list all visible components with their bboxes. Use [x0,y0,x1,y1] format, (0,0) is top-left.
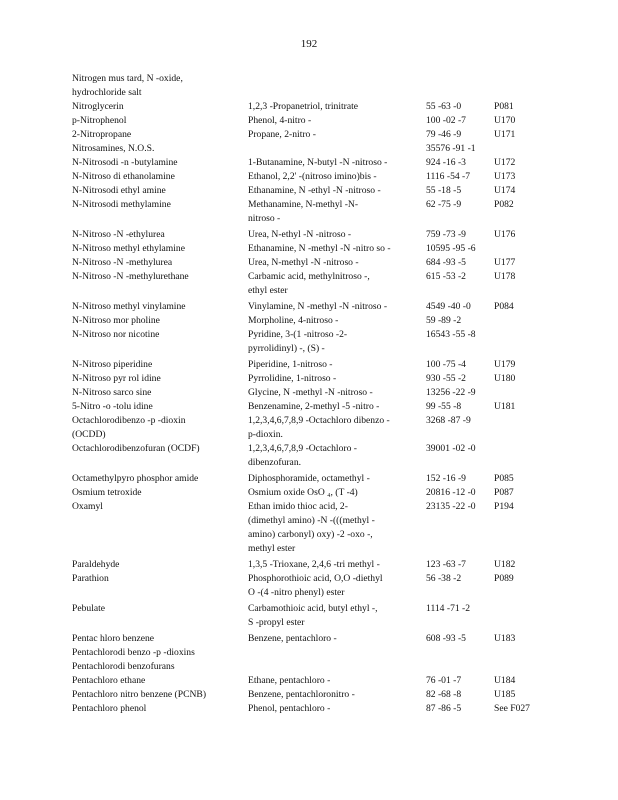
substance-name: Pentachloro nitro benzene (PCNB) [72,689,207,700]
substance-name: N-Nitroso di ethanolamine [72,171,175,182]
waste-code: U185 [494,689,516,700]
cas-number: 3268 -87 -9 [426,415,471,426]
waste-code: U176 [494,229,516,240]
cas-number: 1116 -54 -7 [426,171,471,182]
list-row [0,500,618,558]
substance-name: Nitrogen mus tard, N -oxide, hydrochloride salt [72,73,183,98]
list-row [0,300,618,314]
cas-number: 10595 -95 -6 [426,243,476,254]
substance-name: N-Nitroso pyr rol idine [72,373,161,384]
list-row [0,228,618,242]
cas-number: 55 -63 -0 [426,101,462,112]
chemical-synonym: Pyridine, 3-(1 -nitroso -2- pyrrolidinyl) -, (S) - [248,329,348,354]
substance-name: N-Nitroso -N -ethylurea [72,229,165,240]
waste-code: P081 [494,101,514,112]
chemical-synonym: Phosphorothioic acid, O,O -diethyl O -(4 -nitro phenyl) ester [248,573,383,598]
list-row [0,372,618,386]
substance-name: N-Nitroso methyl ethylamine [72,243,185,254]
cas-number: 4549 -40 -0 [426,301,471,312]
substance-name: N-Nitroso piperidine [72,359,153,370]
list-row [0,660,618,674]
list-row [0,328,618,358]
substance-name: 2-Nitropropane [72,129,132,140]
chemical-synonym: Ethan imido thioc acid, 2- (dimethyl amino) -N -(((methyl - amino) carbonyl) oxy) -2 -oxo -, methyl ester [248,501,375,554]
substance-name: Parathion [72,573,109,584]
substance-name: N-Nitroso nor nicotine [72,329,160,340]
substance-name: N-Nitroso sarco sine [72,387,152,398]
substance-name: N-Nitrosodi -n -butylamine [72,157,178,168]
substance-name: Pentachloro phenol [72,703,147,714]
list-row [0,558,618,572]
list-row [0,674,618,688]
waste-code: P084 [494,301,514,312]
cas-number: 79 -46 -9 [426,129,462,140]
cas-number: 684 -93 -5 [426,257,466,268]
cas-number: 35576 -91 -1 [426,143,476,154]
substance-name: Nitroglycerin [72,101,124,112]
list-row [0,400,618,414]
list-row [0,142,618,156]
cas-number: 152 -16 -9 [426,473,466,484]
substance-name: Octamethylpyro phosphor amide [72,473,199,484]
chemical-synonym: Ethane, pentachloro - [248,675,331,686]
cas-number: 55 -18 -5 [426,185,462,196]
list-row [0,156,618,170]
waste-code: See F027 [494,703,530,714]
substance-name: Oxamyl [72,501,103,512]
page-number: 192 [300,38,318,50]
cas-number: 87 -86 -5 [426,703,462,714]
waste-code: P087 [494,487,514,498]
cas-number: 100 -75 -4 [426,359,466,370]
list-row [0,170,618,184]
substance-name: Pentachlorodi benzo -p -dioxins [72,647,195,658]
waste-code: U171 [494,129,516,140]
chemical-synonym: Urea, N-methyl -N -nitroso - [248,257,359,268]
list-row [0,242,618,256]
substance-name: Pentachlorodi benzofurans [72,661,175,672]
waste-code: U170 [494,115,516,126]
substance-name: 5-Nitro -o -tolu idine [72,401,153,412]
waste-code: U181 [494,401,516,412]
chemical-synonym: 1,3,5 -Trioxane, 2,4,6 -tri methyl - [248,559,380,570]
cas-number: 62 -75 -9 [426,199,462,210]
substance-name: N-Nitrosodi methylamine [72,199,171,210]
chemical-synonym: Ethanamine, N -ethyl -N -nitroso - [248,185,381,196]
waste-code: U183 [494,633,516,644]
list-row [0,100,618,114]
cas-number: 56 -38 -2 [426,573,462,584]
list-row [0,486,618,500]
chemical-synonym: Benzene, pentachloronitro - [248,689,355,700]
waste-code: P082 [494,199,514,210]
substance-name: Paraldehyde [72,559,120,570]
substance-name: Nitrosamines, N.O.S. [72,143,155,154]
list-row [0,184,618,198]
cas-number: 20816 -12 -0 [426,487,476,498]
chemical-synonym: Pyrrolidine, 1-nitroso - [248,373,337,384]
cas-number: 100 -02 -7 [426,115,466,126]
waste-code: U173 [494,171,516,182]
list-row [0,314,618,328]
cas-number: 82 -68 -8 [426,689,462,700]
list-row [0,414,618,442]
chemical-synonym: Carbamothioic acid, butyl ethyl -, S -propyl ester [248,603,378,628]
substance-name: Pentac hloro benzene [72,633,155,644]
list-row [0,472,618,486]
waste-code: P089 [494,573,514,584]
list-row [0,386,618,400]
hazardous-substance-list [0,72,618,716]
chemical-synonym: Urea, N-ethyl -N -nitroso - [248,229,352,240]
chemical-synonym: Osmium oxide OsO ₄, (T -4) [248,487,358,498]
waste-code: U177 [494,257,516,268]
waste-code: U172 [494,157,516,168]
cas-number: 123 -63 -7 [426,559,466,570]
list-row [0,442,618,472]
list-row [0,646,618,660]
cas-number: 39001 -02 -0 [426,443,476,454]
substance-name: p-Nitrophenol [72,115,127,126]
substance-name: Pebulate [72,603,106,614]
substance-name: Octachlorodibenzo -p -dioxin (OCDD) [72,415,186,440]
chemical-synonym: Vinylamine, N -methyl -N -nitroso - [248,301,388,312]
chemical-synonym: Ethanamine, N -methyl -N -nitro so - [248,243,391,254]
chemical-synonym: Propane, 2-nitro - [248,129,316,140]
substance-name: N-Nitroso -N -methylurethane [72,271,189,282]
waste-code: U184 [494,675,516,686]
substance-name: Pentachloro ethane [72,675,146,686]
list-row [0,702,618,716]
substance-name: N-Nitroso mor pholine [72,315,160,326]
chemical-synonym: Methanamine, N-methyl -N- nitroso - [248,199,359,224]
chemical-synonym: Benzenamine, 2-methyl -5 -nitro - [248,401,380,412]
list-row [0,632,618,646]
cas-number: 608 -93 -5 [426,633,466,644]
list-row [0,72,618,100]
substance-name: N-Nitroso methyl vinylamine [72,301,186,312]
cas-number: 59 -89 -2 [426,315,462,326]
chemical-synonym: 1,2,3,4,6,7,8,9 -Octachloro dibenzo - p-dioxin. [248,415,390,440]
substance-name: Octachlorodibenzofuran (OCDF) [72,443,200,454]
substance-name: Osmium tetroxide [72,487,142,498]
list-row [0,602,618,632]
waste-code: P085 [494,473,514,484]
chemical-synonym: Ethanol, 2,2' -(nitroso imino)bis - [248,171,377,182]
chemical-synonym: Diphosphoramide, octamethyl - [248,473,370,484]
cas-number: 13256 -22 -9 [426,387,476,398]
list-row [0,358,618,372]
cas-number: 615 -53 -2 [426,271,466,282]
cas-number: 99 -55 -8 [426,401,462,412]
chemical-synonym: Benzene, pentachloro - [248,633,337,644]
list-row [0,114,618,128]
chemical-synonym: 1,2,3 -Propanetriol, trinitrate [248,101,359,112]
chemical-synonym: Phenol, pentachloro - [248,703,331,714]
chemical-synonym: 1-Butanamine, N-butyl -N -nitroso - [248,157,388,168]
cas-number: 759 -73 -9 [426,229,466,240]
cas-number: 930 -55 -2 [426,373,466,384]
waste-code: U180 [494,373,516,384]
substance-name: N-Nitroso -N -methylurea [72,257,173,268]
list-row [0,128,618,142]
cas-number: 23135 -22 -0 [426,501,476,512]
waste-code: U174 [494,185,516,196]
chemical-synonym: Morpholine, 4-nitroso - [248,315,339,326]
chemical-synonym: Piperidine, 1-nitroso - [248,359,333,370]
list-row [0,688,618,702]
cas-number: 76 -01 -7 [426,675,462,686]
waste-code: U178 [494,271,516,282]
cas-number: 16543 -55 -8 [426,329,476,340]
chemical-synonym: Carbamic acid, methylnitroso -, ethyl ester [248,271,370,296]
list-row [0,256,618,270]
chemical-synonym: 1,2,3,4,6,7,8,9 -Octachloro - dibenzofuran. [248,443,357,468]
cas-number: 924 -16 -3 [426,157,466,168]
waste-code: P194 [494,501,514,512]
chemical-synonym: Phenol, 4-nitro - [248,115,312,126]
waste-code: U179 [494,359,516,370]
list-row [0,270,618,300]
substance-name: N-Nitrosodi ethyl amine [72,185,166,196]
chemical-synonym: Glycine, N -methyl -N -nitroso - [248,387,373,398]
cas-number: 1114 -71 -2 [426,603,471,614]
waste-code: U182 [494,559,516,570]
list-row [0,572,618,602]
list-row [0,198,618,228]
